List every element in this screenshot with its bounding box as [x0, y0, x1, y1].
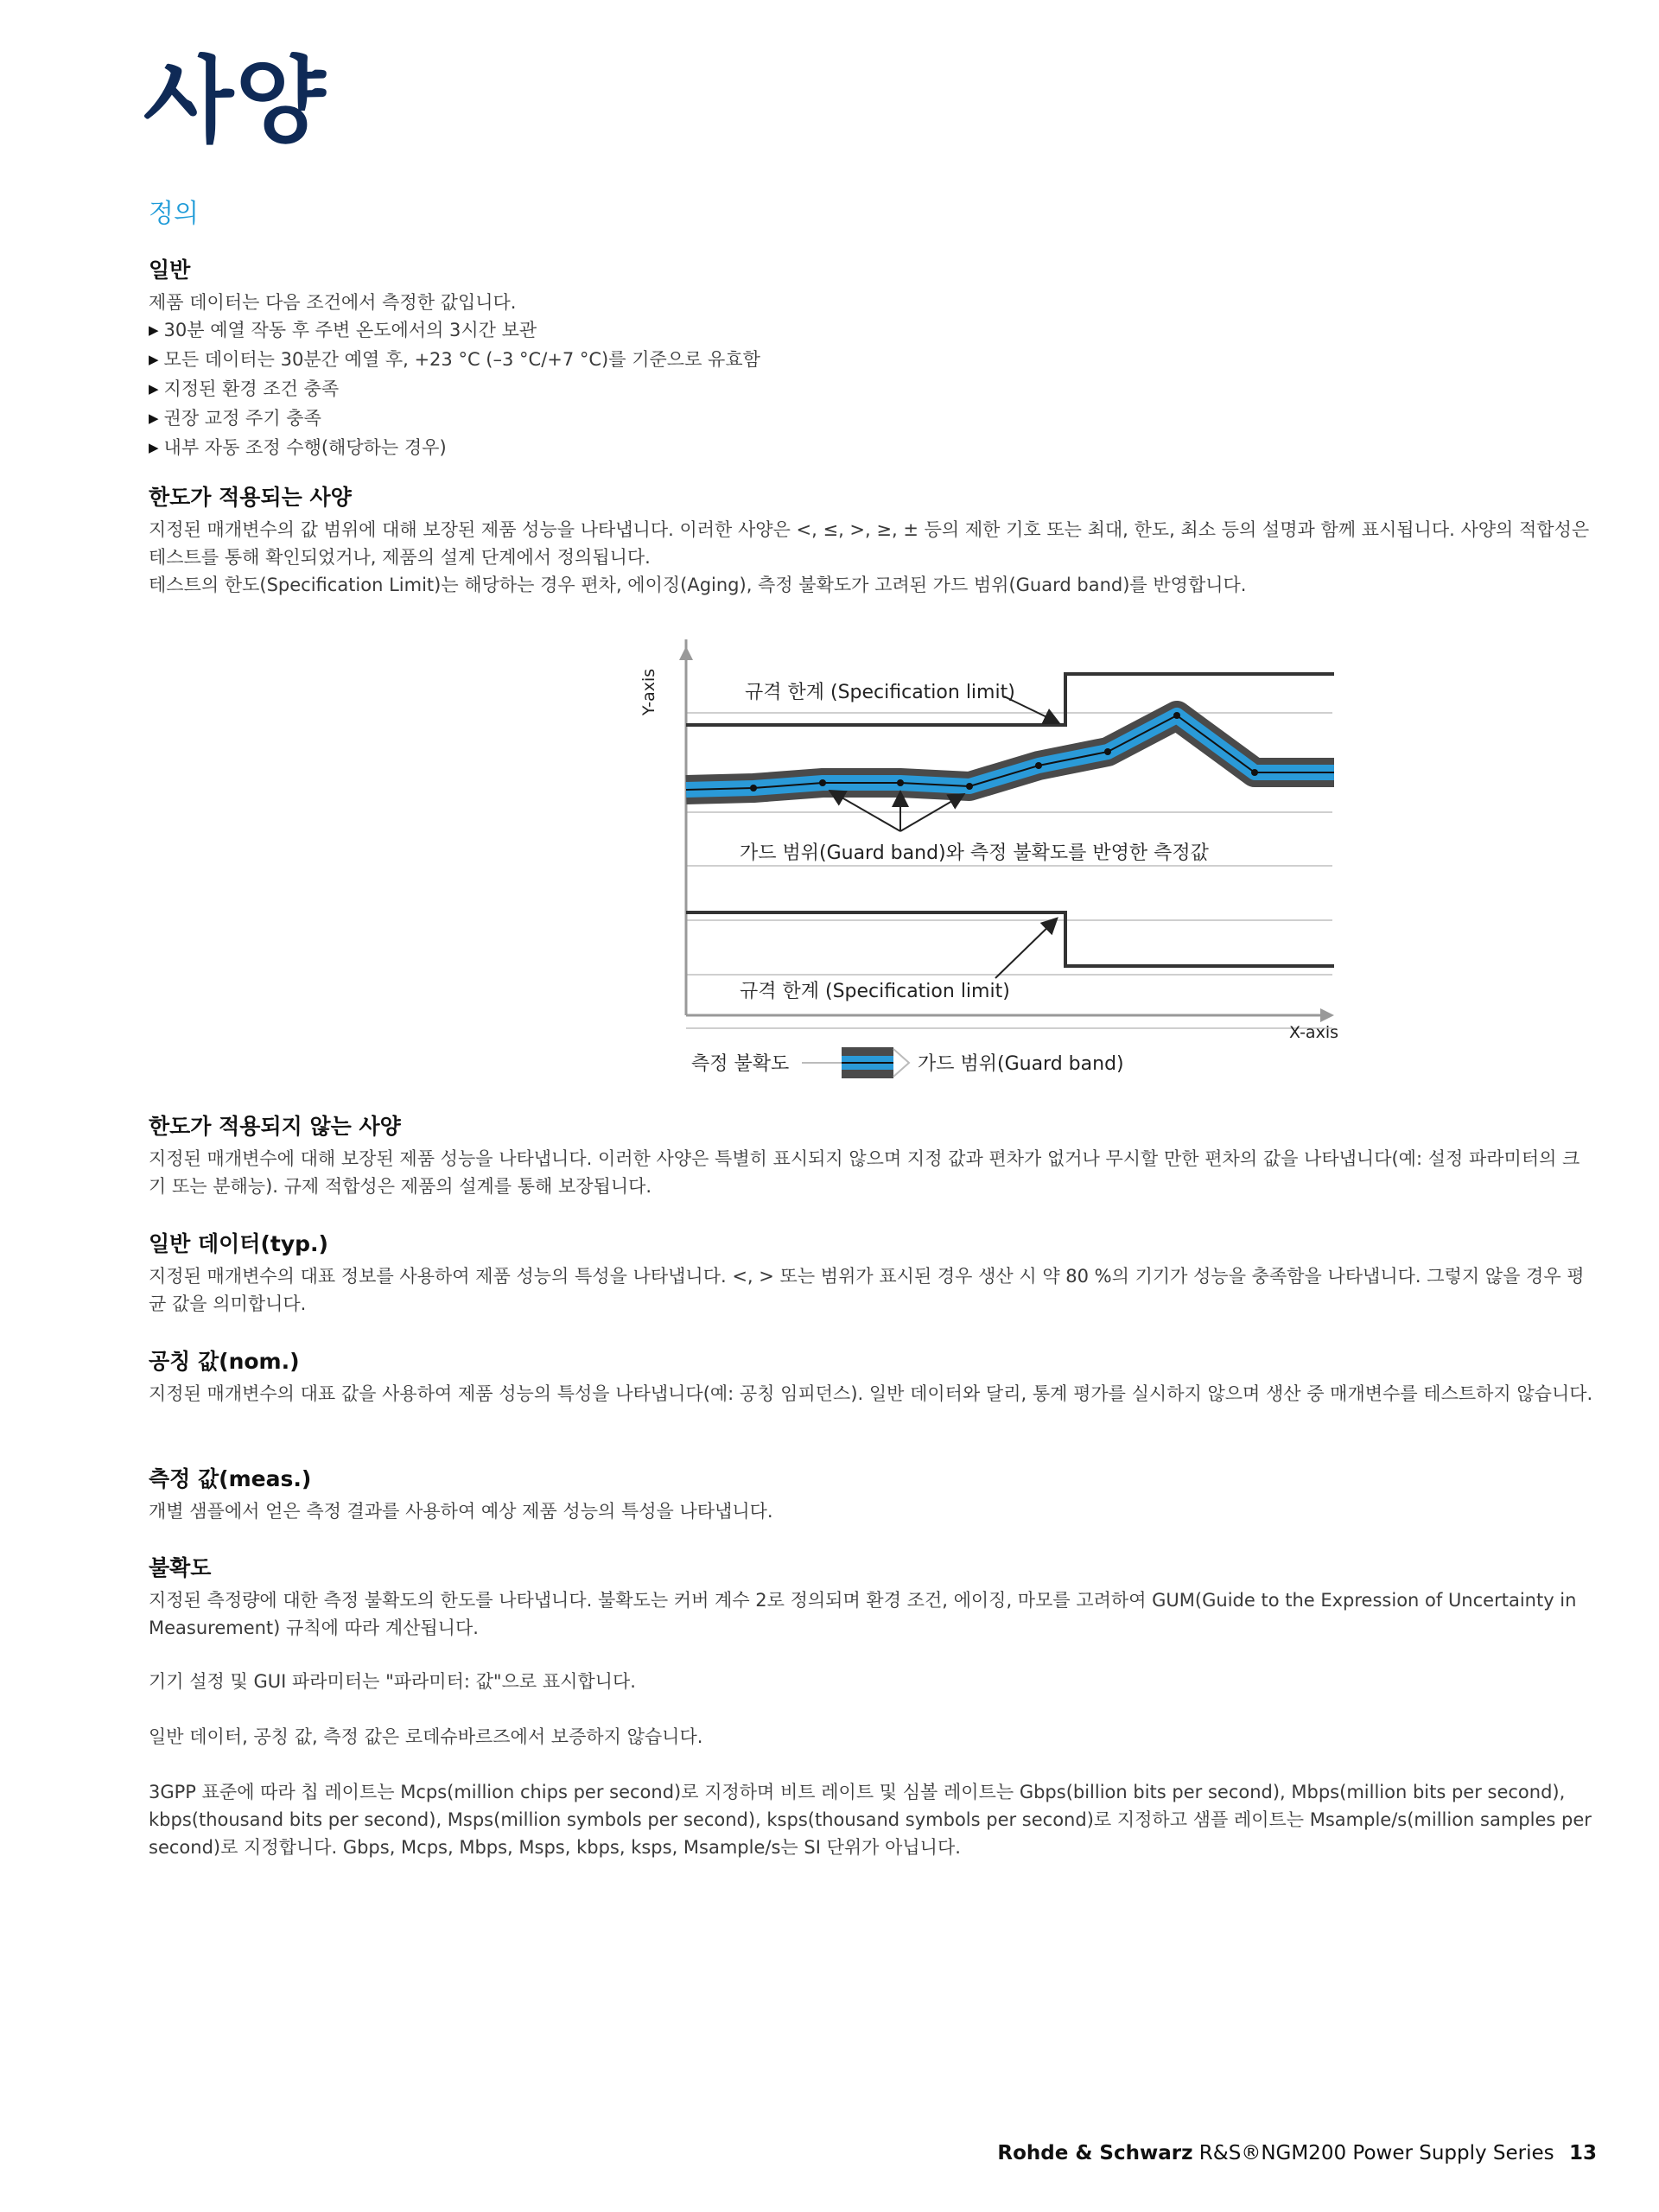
section-uncertainty-heading: 불확도 [149, 1555, 212, 1580]
note-warranty: 일반 데이터, 공칭 값, 측정 값은 로데슈바르즈에서 보증하지 않습니다. [149, 1726, 703, 1747]
section-typ-text: 지정된 매개변수의 대표 정보를 사용하여 제품 성능의 특성을 나타냅니다. <, > 또는 범위가 표시된 경우 생산 시 약 80 %의 기기가 성능을 충족함을 나타냅니다. 그렇지 않을 경우 평균 값을 의미합니다. [149, 1266, 1585, 1314]
general-bullet: ▶ 내부 자동 조정 수행(해당하는 경우) [149, 434, 1597, 463]
x-axis-arrow [1320, 1008, 1334, 1022]
section-no-limits-text: 지정된 매개변수에 대해 보장된 제품 성능을 나타냅니다. 이러한 사양은 특별히 표시되지 않으며 지정 값과 편차가 없거나 무시할 만한 편차의 값을 나타냅니다(예: 설정 파라미터의 크기 또는 분해능). 규제 적합성은 제품의 설계를 통해 보장됩니다. [149, 1148, 1580, 1197]
section-no-limits [149, 1112, 1597, 1200]
section-general-intro: 제품 데이터는 다음 조건에서 측정한 값입니다. [149, 292, 517, 313]
page-footer [997, 2142, 1597, 2164]
guard-band-diagram [639, 639, 1358, 1089]
general-bullet: ▶ 모든 데이터는 30분간 예열 후, +23 °C (–3 °C/+7 °C)를 기준으로 유효함 [149, 346, 1597, 375]
legend-guard-band-label: 가드 범위(Guard band) [918, 1053, 1124, 1075]
guard-band-measured-label: 가드 범위(Guard band)와 측정 불확도를 반영한 측정값 [740, 842, 1209, 864]
section-nom-heading: 공칭 값(nom.) [149, 1349, 300, 1374]
section-uncertainty-text: 지정된 측정량에 대한 측정 불확도의 한도를 나타냅니다. 불확도는 커버 계수 2로 정의되며 환경 조건, 에이징, 마모를 고려하여 GUM(Guide to the Expression of Uncertainty in Measurement) 규칙에 따라 계산됩니다. [149, 1590, 1577, 1638]
section-limits-text-2: 테스트의 한도(Specification Limit)는 해당하는 경우 편차, 에이징(Aging), 측정 불확도가 고려된 가드 범위(Guard band)를 반영합니다. [149, 575, 1247, 595]
arrow-bottom-limit [995, 919, 1056, 978]
section-general [149, 256, 1597, 463]
page-title: 사양 [143, 48, 327, 156]
section-typ-heading: 일반 데이터(typ.) [149, 1231, 328, 1256]
section-nom [149, 1347, 1597, 1408]
section-uncertainty [149, 1554, 1597, 1642]
note-gui-parameters: 기기 설정 및 GUI 파라미터는 "파라미터: 값"으로 표시합니다. [149, 1671, 636, 1692]
spec-limit-top-label: 규격 한계 (Specification limit) [745, 682, 1015, 703]
y-axis-arrow [679, 646, 693, 660]
section-typ [149, 1230, 1597, 1318]
footer-page-number: 13 [1568, 2142, 1597, 2164]
legend-swatch [802, 1047, 909, 1078]
spec-limit-bottom-label: 규격 한계 (Specification limit) [740, 981, 1010, 1002]
section-nom-text: 지정된 매개변수의 대표 값을 사용하여 제품 성능의 특성을 나타냅니다(예: 공칭 임피던스). 일반 데이터와 달리, 통계 평가를 실시하지 않으며 생산 중 매개변수를 테스트하지 않습니다. [149, 1383, 1593, 1404]
section-meas-text: 개별 샘플에서 얻은 측정 결과를 사용하여 예상 제품 성능의 특성을 나타냅니다. [149, 1501, 773, 1522]
general-bullet: ▶ 지정된 환경 조건 충족 [149, 375, 1597, 404]
section-meas [149, 1465, 1597, 1525]
section-no-limits-heading: 한도가 적용되지 않는 사양 [149, 1114, 401, 1139]
footer-product: R&S®NGM200 Power Supply Series [1198, 2142, 1554, 2164]
y-axis-label: Y-axis [639, 668, 659, 716]
section-meas-heading: 측정 값(meas.) [149, 1466, 312, 1491]
page-subtitle: 정의 [149, 199, 199, 229]
general-bullet-list [149, 316, 1597, 463]
legend-uncertainty-label: 측정 불확도 [691, 1053, 790, 1075]
footer-brand: Rohde & Schwarz [997, 2142, 1193, 2164]
section-general-heading: 일반 [149, 257, 191, 283]
general-bullet: ▶ 권장 교정 주기 충족 [149, 404, 1597, 434]
general-bullet: ▶ 30분 예열 작동 후 주변 온도에서의 3시간 보관 [149, 316, 1597, 346]
x-axis-label: X-axis [1289, 1023, 1338, 1042]
note-units: 3GPP 표준에 따라 칩 레이트는 Mcps(million chips per second)로 지정하며 비트 레이트 및 심볼 레이트는 Gbps(billion bits per second), Mbps(million bits per second), kbps(thousand bits per second), Msps(million symbols per second), ksps(thousand symbols per second)로 지정하고 샘플 레이트는 Msample/s(million samples per second)로 지정합니다. Gbps, Mcps, Mbps, Msps, kbps, ksps, Msample/s는 SI 단위가 아닙니다. [149, 1782, 1592, 1858]
section-limits-text: 지정된 매개변수의 값 범위에 대해 보장된 제품 성능을 나타냅니다. 이러한 사양은 <, ≤, >, ≥, ± 등의 제한 기호 또는 최대, 한도, 최소 등의 설명과 함께 표시됩니다. 사양의 적합성은 테스트를 통해 확인되었거나, 제품의 설계 단계에서 정의됩니다. [149, 519, 1590, 568]
section-limits [149, 483, 1597, 599]
section-limits-heading: 한도가 적용되는 사양 [149, 485, 352, 510]
